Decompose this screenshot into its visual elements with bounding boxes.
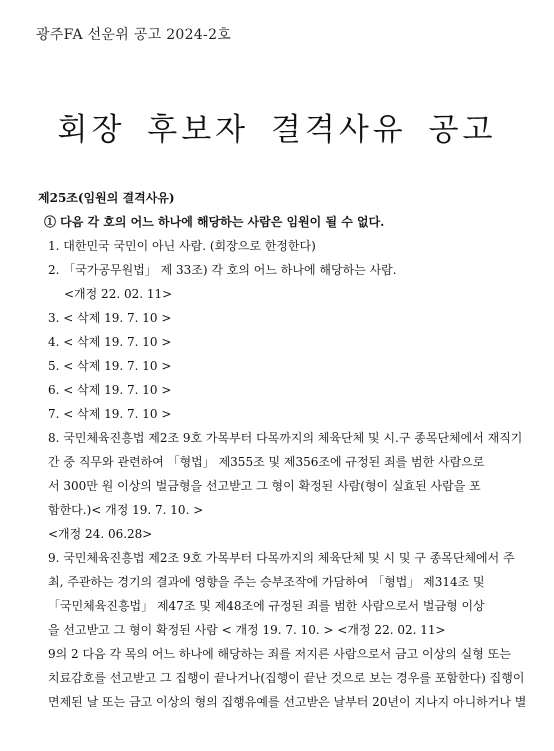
clause-1: ① 다음 각 호의 어느 하나에 해당하는 사람은 임원이 될 수 없다. <box>44 215 385 229</box>
item-8-line-1: 8. 국민체육진흥법 제2조 9호 가목부터 다목까지의 체육단체 및 시.구 종목단체에서 재직기 <box>48 431 523 445</box>
item-1: 1. 대한민국 국민이 아닌 사람. (회장으로 한정한다) <box>48 239 316 253</box>
item-8-amendment-note: <개정 24. 06.28> <box>48 527 153 541</box>
regulation-body <box>38 186 532 714</box>
item-9-line-2: 최, 주관하는 경기의 결과에 영향을 주는 승부조작에 가담하여 「형법」 제314조 및 <box>48 575 485 589</box>
item-8-line-3: 서 300만 원 이상의 벌금형을 선고받고 그 형이 확정된 사람(형이 실효된 사람을 포 <box>48 479 481 493</box>
item-9-line-1: 9. 국민체육진흥법 제2조 9호 가목부터 다목까지의 체육단체 및 시 및 구 종목단체에서 주 <box>48 551 515 565</box>
item-5: 5. < 삭제 19. 7. 10 > <box>48 359 172 373</box>
item-6: 6. < 삭제 19. 7. 10 > <box>48 383 172 397</box>
item-9-2 <box>38 642 532 714</box>
item-9-line-4: 을 선고받고 그 형이 확정된 사람 < 개정 19. 7. 10. > <개정 22. 02. 11> <box>48 623 446 637</box>
item-2-amendment-note: <개정 22. 02. 11> <box>64 287 173 301</box>
notice-number: 광주FA 선운위 공고 2024-2호 <box>36 27 232 43</box>
item-9-2-line-2: 치료감호를 선고받고 그 집행이 끝나거나(집행이 끝난 것으로 보는 경우를 포함한다) 집행이 <box>48 671 525 685</box>
item-9 <box>38 546 532 642</box>
item-8-line-4: 함한다.)< 개정 19. 7. 10. > <box>48 503 204 517</box>
item-2: 2. 「국가공무원법」 제 33조) 각 호의 어느 하나에 해당하는 사람. <box>48 263 397 277</box>
item-7: 7. < 삭제 19. 7. 10 > <box>48 407 172 421</box>
item-4: 4. < 삭제 19. 7. 10 > <box>48 335 172 349</box>
item-9-2-line-3: 면제된 날 또는 금고 이상의 형의 집행유예를 선고받은 날부터 20년이 지나지 아니하거나 별 <box>48 695 527 709</box>
article-heading: 제25조(임원의 결격사유) <box>38 191 175 205</box>
item-9-2-line-1: 9의 2 다음 각 목의 어느 하나에 해당하는 죄를 저지른 사람으로서 금고 이상의 실형 또는 <box>48 647 511 661</box>
item-8 <box>38 426 532 522</box>
page-title: 회장 후보자 결격사유 공고 <box>57 112 497 148</box>
item-9-line-3: 「국민체육진흥법」 제47조 및 제48조에 규정된 죄를 범한 사람으로서 벌금형 이상 <box>48 599 485 613</box>
item-8-line-2: 간 중 직무와 관련하여 「형법」 제355조 및 제356조에 규정된 죄를 범한 사람으로 <box>48 455 485 469</box>
item-3: 3. < 삭제 19. 7. 10 > <box>48 311 172 325</box>
